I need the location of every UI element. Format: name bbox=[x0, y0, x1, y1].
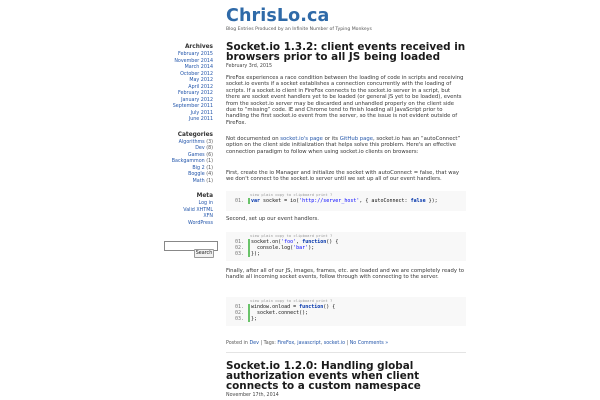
line-number: 01. bbox=[234, 239, 244, 245]
divider bbox=[226, 352, 466, 353]
post-paragraph bbox=[226, 136, 466, 155]
code-rows bbox=[226, 198, 466, 204]
code-line bbox=[226, 316, 466, 322]
code-line bbox=[226, 251, 466, 257]
post-2 bbox=[226, 361, 470, 398]
meta-link-xhtml[interactable]: Valid XHTML bbox=[183, 207, 213, 213]
tag-link-socketio[interactable]: socket.io bbox=[323, 341, 346, 346]
code-text bbox=[251, 316, 257, 322]
code-rows bbox=[226, 304, 466, 322]
category-count: (8) bbox=[206, 146, 213, 151]
archive-link[interactable]: January 2012 bbox=[181, 97, 213, 103]
site-tagline: Blog Entries Produced by an Infinite Number of Typing Monkeys bbox=[226, 27, 372, 32]
category-count: (4) bbox=[206, 172, 213, 177]
code-token: function bbox=[302, 239, 327, 245]
gutter-bar bbox=[248, 316, 250, 322]
socketio-page-link[interactable]: socket.io's page bbox=[280, 136, 323, 142]
meta-heading: Meta bbox=[196, 193, 213, 199]
code-token: }); bbox=[251, 251, 261, 257]
code-toolbar[interactable]: view plain copy to clipboard print ? bbox=[250, 192, 333, 197]
code-token: , { autoConnect: bbox=[359, 198, 411, 204]
category-count: (1) bbox=[206, 159, 213, 164]
paragraph-text: , socket.io has an “autoConnect” option on the client side initialization that helps solve this problem. Here's an effective connection paradigm to follow when using socket.io clients on browsers: bbox=[226, 136, 461, 155]
code-token: var bbox=[251, 198, 261, 204]
post-footer: Posted in Dev | Tags: FireFox, javascript, socket.io | No Comments » bbox=[226, 341, 389, 346]
code-text bbox=[251, 251, 260, 257]
code-block bbox=[226, 191, 466, 211]
archive-link[interactable]: February 2012 bbox=[178, 91, 213, 96]
code-block bbox=[226, 297, 466, 326]
category-count: (1) bbox=[206, 178, 213, 184]
meta-link-xfn[interactable]: XFN bbox=[203, 214, 213, 219]
code-token: socket = io( bbox=[260, 198, 300, 204]
category-link[interactable]: Algorithms bbox=[178, 139, 205, 145]
site-header bbox=[226, 6, 372, 32]
post-paragraph: First, create the io Manager and initialize the socket with autoConnect = false, that way we don't connect to the socket.io server until we set up all of our event handlers. bbox=[226, 170, 459, 183]
post-paragraph: Second, set up our event handlers. bbox=[226, 216, 319, 222]
footer-separator: | bbox=[345, 341, 350, 346]
post-paragraph: FireFox experiences a race condition between the loading of code in scripts and receiving socket.io events if a socket establishes a connection concurrently with the loading of scripts. If a socket.io client in FireFox connects to the socket.io server in a script, but there are socket event handlers yet to be loaded (or general JS yet to be loaded), events from the socket.io server may be discarded and unhandled properly on the client side due to “missing” code. IE and Chrome tend to finish loading all JavaScript prior to handling the first socket.io event from the server, so the issue is not evident outside of FireFox. bbox=[226, 75, 464, 126]
archive-link[interactable]: November 2014 bbox=[174, 58, 213, 64]
archive-link[interactable]: May 2012 bbox=[189, 78, 213, 83]
paragraph-text: Not documented on bbox=[226, 136, 281, 142]
line-number: 03. bbox=[234, 316, 244, 322]
archive-link[interactable]: September 2011 bbox=[172, 104, 213, 109]
code-token: ); bbox=[308, 245, 315, 251]
archive-link[interactable]: October 2012 bbox=[180, 71, 213, 77]
archive-link[interactable]: February 2015 bbox=[178, 52, 213, 57]
archives-heading: Archives bbox=[184, 44, 213, 50]
category-link[interactable]: Math bbox=[192, 178, 205, 184]
archive-link[interactable]: March 2014 bbox=[184, 65, 213, 70]
code-token: () { bbox=[323, 304, 336, 310]
post-title[interactable]: Socket.io 1.2.0: Handling global authorization events when client connects to a custom namespace bbox=[226, 360, 421, 392]
gutter-bar bbox=[248, 251, 250, 257]
code-text bbox=[251, 198, 438, 204]
code-token: function bbox=[299, 304, 324, 310]
code-token: }); bbox=[425, 198, 438, 204]
archives-list bbox=[120, 52, 213, 124]
line-number: 01. bbox=[234, 198, 244, 204]
tags-label: | Tags: bbox=[258, 341, 278, 346]
posted-in-label: Posted in bbox=[226, 341, 250, 346]
code-token: () { bbox=[326, 239, 339, 245]
category-link[interactable]: Dev bbox=[195, 146, 205, 151]
line-number: 01. bbox=[234, 304, 244, 310]
code-block bbox=[226, 232, 466, 261]
gutter-bar bbox=[248, 198, 250, 204]
sidebar bbox=[120, 44, 213, 235]
code-toolbar[interactable]: view plain copy to clipboard print ? bbox=[250, 233, 333, 238]
category-count: (6) bbox=[206, 152, 213, 158]
code-rows bbox=[226, 239, 466, 257]
category-link[interactable]: Backgammon bbox=[171, 159, 205, 164]
line-number: 03. bbox=[234, 251, 244, 257]
code-token: window.onload = bbox=[251, 304, 300, 310]
meta-link-wordpress[interactable]: WordPress bbox=[188, 220, 213, 226]
code-token: 'foo' bbox=[281, 239, 297, 245]
category-link[interactable]: Boggle bbox=[188, 172, 205, 177]
search-button[interactable]: Search bbox=[195, 251, 213, 256]
code-token: 'http://server_host' bbox=[299, 198, 360, 204]
post-paragraph: Finally, after all of our JS, images, frames, etc. are loaded and we are completely ready to handle all incoming socket events, follow through with connecting to the server. bbox=[226, 268, 465, 281]
code-token: }; bbox=[251, 316, 258, 322]
code-token: 'bar' bbox=[293, 245, 309, 251]
category-link[interactable]: Games bbox=[187, 152, 205, 158]
category-item bbox=[120, 179, 213, 186]
categories-heading: Categories bbox=[177, 131, 213, 138]
code-line bbox=[226, 198, 466, 204]
category-link[interactable]: Big 2 bbox=[192, 165, 205, 171]
code-token: console.log( bbox=[251, 245, 294, 251]
tag-link-javascript[interactable]: javascript bbox=[297, 341, 321, 346]
categories-list bbox=[120, 140, 213, 186]
meta-list bbox=[120, 201, 213, 227]
line-number: 02. bbox=[234, 310, 244, 316]
tag-link-firefox[interactable]: FireFox bbox=[277, 341, 295, 346]
meta-link-login[interactable]: Log in bbox=[198, 201, 213, 206]
post-date: November 17th, 2014 bbox=[226, 393, 279, 398]
line-number: 02. bbox=[234, 245, 244, 251]
main-content bbox=[226, 42, 468, 69]
comments-link[interactable]: No Comments » bbox=[349, 341, 389, 346]
post-date: February 3rd, 2015 bbox=[226, 64, 273, 69]
paragraph-text: or its bbox=[322, 136, 340, 142]
category-link-dev[interactable]: Dev bbox=[249, 341, 259, 346]
code-token: socket.on( bbox=[251, 239, 282, 245]
github-page-link[interactable]: GitHub page bbox=[339, 136, 373, 142]
code-token: false bbox=[410, 198, 426, 204]
code-toolbar[interactable]: view plain copy to clipboard print ? bbox=[250, 298, 333, 303]
archive-link[interactable]: June 2011 bbox=[188, 117, 213, 122]
category-count: (1) bbox=[206, 165, 213, 171]
code-token: socket.connect(); bbox=[251, 310, 309, 316]
post-title[interactable]: Socket.io 1.3.2: client events received in browsers prior to all JS being loaded bbox=[226, 41, 466, 63]
category-count: (3) bbox=[206, 139, 213, 145]
archive-link[interactable]: July 2011 bbox=[190, 110, 213, 116]
archive-link[interactable]: April 2012 bbox=[188, 84, 213, 90]
code-token: , bbox=[296, 239, 303, 245]
site-title[interactable]: ChrisLo.ca bbox=[226, 6, 330, 26]
